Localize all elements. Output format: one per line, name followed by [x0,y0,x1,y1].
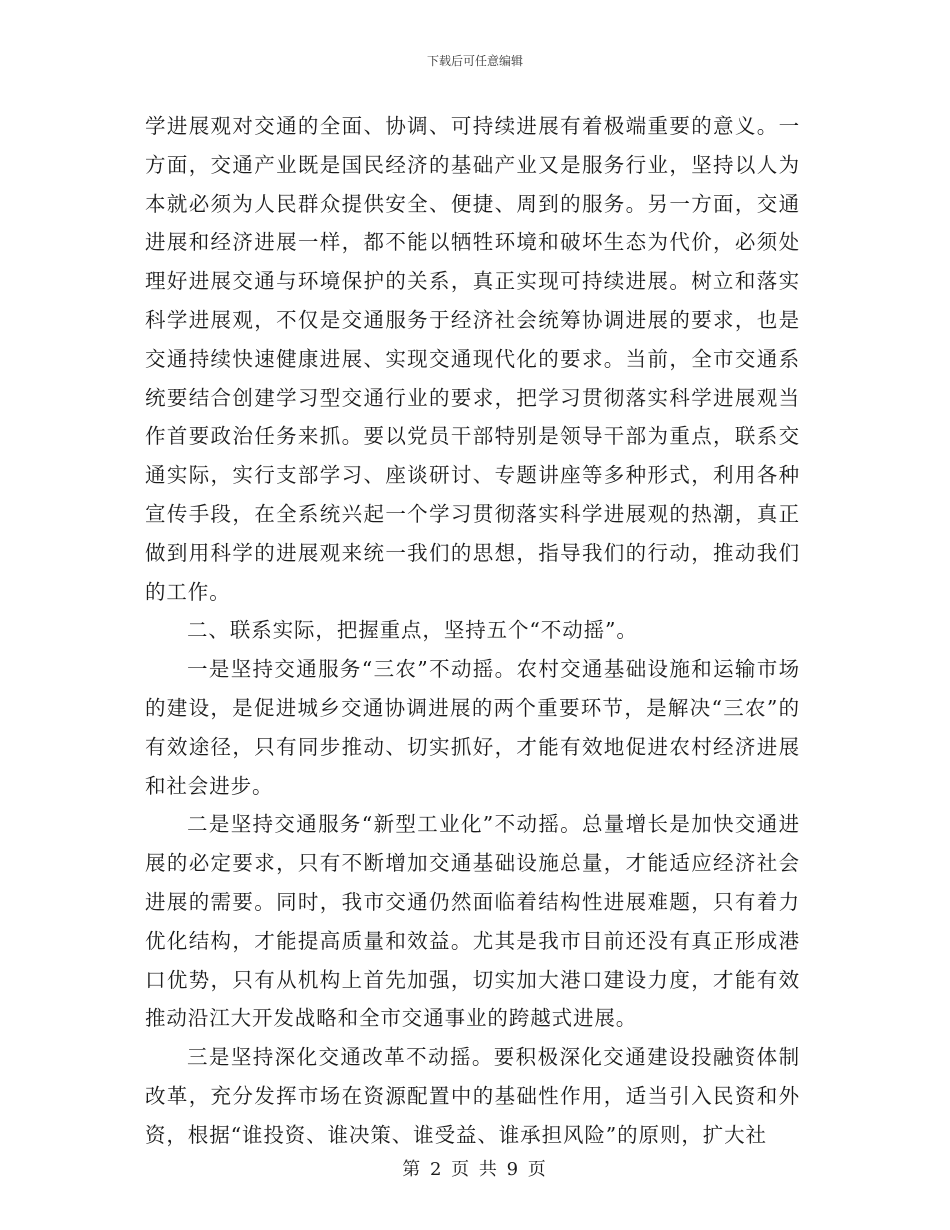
section-heading-2: 二、联系实际，把握重点，坚持五个“不动摇”。 [187,618,638,643]
page-footer [0,1155,950,1181]
page-number: 第 2 页 共 9 页 [402,1159,548,1180]
paragraph-1: 学进展观对交通的全面、协调、可持续进展有着极端重要的意义。一方面，交通产业既是国民经济的基础产业又是服务行业，坚持以人为本就必须为人民群众提供安全、便捷、周到的服务。另一方面，交通进展和经济进展一样，都不能以牺牲环境和破坏生态为代价，必须处理好进展交通与环境保护的关系，真正实现可持续进展。树立和落实科学进展观，不仅是交通服务于经济社会统筹协调进展的要求，也是交通持续快速健康进展、实现交通现代化的要求。当前，全市交通系统要结合创建学习型交通行业的要求，把学习贯彻落实科学进展观当作首要政治任务来抓。要以党员干部特别是领导干部为重点，联系交通实际，实行支部学习、座谈研讨、专题讲座等多种形式，利用各种宣传手段，在全系统兴起一个学习贯彻落实科学进展观的热潮，真正做到用科学的进展观来统一我们的思想，指导我们的行动，推动我们的工作。 [145,114,800,604]
header-note: 下载后可任意编辑 [426,54,523,68]
paragraph-point-2: 二是坚持交通服务“新型工业化”不动摇。总量增长是加快交通进展的必定要求，只有不断增加交通基础设施总量，才能适应经济社会进展的需要。同时，我市交通仍然面临着结构性进展难题，只有着力优化结构，才能提高质量和效益。尤其是我市目前还没有真正形成港口优势，只有从机构上首先加强，切实加大港口建设力度，才能有效推动沿江大开发战略和全市交通事业的跨越式进展。 [145,812,800,1031]
paragraph-point-1: 一是坚持交通服务“三农”不动摇。农村交通基础设施和运输市场的建设，是促进城乡交通协调进展的两个重要环节，是解决“三农”的有效途径，只有同步推动、切实抓好，才能有效地促进农村经济进展和社会进步。 [145,657,800,798]
paragraph-point-3: 三是坚持深化交通改革不动摇。要积极深化交通建设投融资体制改革，充分发挥市场在资源配置中的基础性作用，适当引入民资和外资，根据“谁投资、谁决策、谁受益、谁承担风险”的原则，扩大社 [145,1045,800,1147]
document-body [145,107,800,1155]
page-header [0,52,950,69]
